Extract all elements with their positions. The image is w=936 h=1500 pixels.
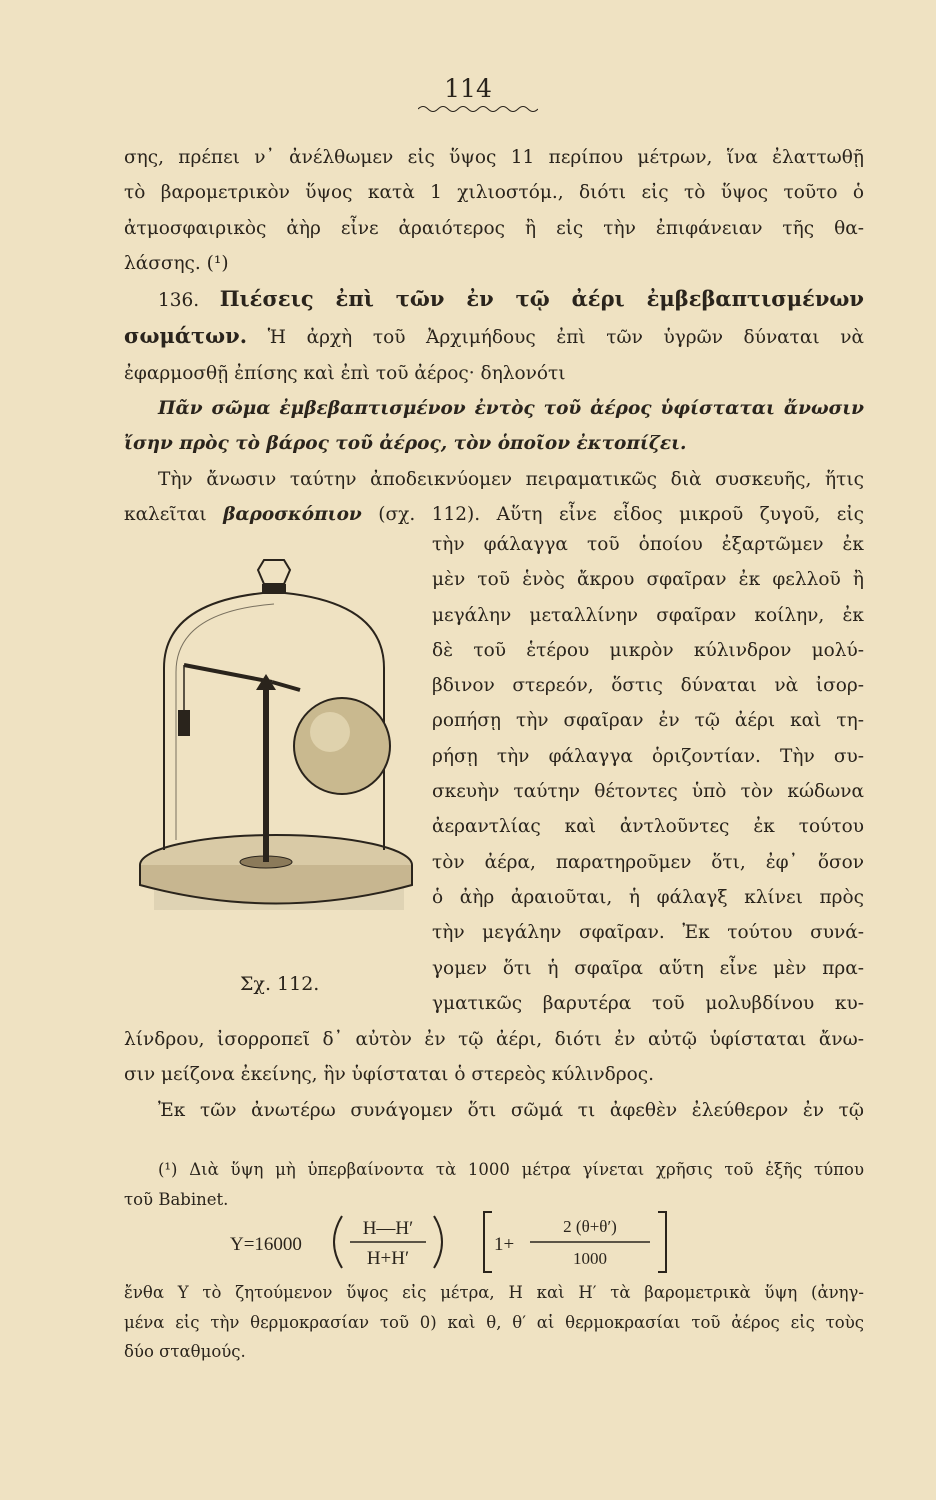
body-text-bottom (124, 1022, 864, 1128)
text-fragment: (σχ. 112). Αὕτη εἶνε εἶδος μικροῦ ζυγοῦ, εἰς (361, 503, 864, 525)
text-line: σκευὴν ταύτην θέτοντες ὑπὸ τὸν κώδωνα (432, 781, 864, 803)
body-text-side (432, 527, 864, 1021)
text-line: σιν μείζονα ἐκείνης, ἣν ὑφίσταται ὁ στερεὸς κύλινδρος. (124, 1064, 655, 1086)
section-lead: Ἡ ἀρχὴ τοῦ Ἀρχιμήδους ἐπὶ τῶν ὑγρῶν δύναται νὰ (247, 327, 864, 349)
ornamental-rule (418, 104, 538, 114)
section-title-cont: σωμάτων. (124, 323, 248, 349)
text-line: ροπήσῃ τὴν σφαῖραν ἐν τῷ ἀέρι καὶ τη- (432, 710, 864, 732)
text-line: ρήσῃ τὴν φάλαγγα ὁριζοντίαν. Τὴν συ- (432, 745, 864, 767)
principle-line: ἴσην πρὸς τὸ βάρος τοῦ ἀέρος, τὸν ὁποῖον ἐκτοπίζει. (124, 433, 687, 455)
footnote-line: (¹) Διὰ ὕψη μὴ ὑπερβαίνοντα τὰ 1000 μέτρα γίνεται χρῆσις τοῦ ἑξῆς τύπου (158, 1160, 864, 1179)
text-line: τὸν ἀέρα, παρατηροῦμεν ὅτι, ἐφ᾽ ὅσον (432, 851, 864, 873)
text-line: γματικῶς βαρυτέρα τοῦ μολυβδίνου κυ- (432, 992, 864, 1014)
text-line: τὴν μεγάλην σφαῖραν. Ἐκ τούτου συνά- (432, 922, 864, 944)
footnote-explanation (124, 1278, 864, 1367)
formula-one-plus: 1+ (494, 1234, 515, 1255)
text-line: γομεν ὅτι ἡ σφαῖρα αὕτη εἶνε μὲν πρα- (432, 957, 864, 979)
formula-numerator-2: 2 (θ+θ′) (563, 1217, 617, 1236)
text-line: ὁ ἀὴρ ἀραιοῦται, ἡ φάλαγξ κλίνει πρὸς (432, 886, 864, 908)
principle-line: Πᾶν σῶμα ἐμβεβαπτισμένον ἐντὸς τοῦ ἀέρος ὑφίσταται ἄνωσιν (158, 398, 864, 420)
page-number: 114 (444, 74, 492, 103)
formula-numerator: Η—Η′ (362, 1218, 414, 1239)
text-line: δὲ τοῦ ἑτέρου μικρὸν κύλινδρον μολύ- (432, 639, 864, 661)
text-line: ἐφαρμοσθῇ ἐπίσης καὶ ἐπὶ τοῦ ἀέρος· δηλονότι (124, 362, 566, 384)
formula-denominator-2: 1000 (573, 1249, 607, 1268)
section-title: Πιέσεις ἐπὶ τῶν ἐν τῷ ἀέρι ἐμβεβαπτισμένων (219, 286, 864, 312)
section-heading-cont (124, 318, 864, 355)
text-line: τὴν φάλαγγα τοῦ ὁποίου ἐξαρτῶμεν ἐκ (432, 534, 864, 555)
footnote-line: ἔνθα Υ τὸ ζητούμενον ὕψος εἰς μέτρα, Η καὶ Η′ τὰ βαρομετρικὰ ὕψη (ἀνηγ- (124, 1283, 864, 1302)
text-line: μεγάλην μεταλλίνην σφαῖραν κοίλην, ἐκ (432, 604, 864, 626)
text-line: τὸ βαρομετρικὸν ὕψος κατὰ 1 χιλιοστόμ., διότι εἰς τὸ ὕψος τοῦτο ὁ (124, 182, 864, 204)
text-fragment: καλεῖται (124, 503, 224, 525)
section-heading (124, 281, 864, 318)
text-line: σης, πρέπει ν᾽ ἀνέλθωμεν εἰς ὕψος 11 περίπου μέτρων, ἵνα ἐλαττωθῇ (124, 147, 864, 168)
body-text-top (124, 140, 864, 532)
baroscope-illustration (124, 550, 424, 950)
babinet-formula (230, 1206, 690, 1278)
text-line: Τὴν ἄνωσιν ταύτην ἀποδεικνύομεν πειραματικῶς διὰ συσκευῆς, ἥτις (158, 468, 864, 490)
formula-denominator: Η+Η′ (366, 1248, 410, 1269)
text-line: μὲν τοῦ ἑνὸς ἄκρου σφαῖραν ἐκ φελλοῦ ἢ (432, 569, 864, 591)
text-line: ἀεραντλίας καὶ ἀντλοῦντες ἐκ τούτου (432, 816, 864, 838)
term-baroscope: βαροσκόπιον (223, 503, 362, 525)
text-line: Ἐκ τῶν ἀνωτέρω συνάγομεν ὅτι σῶμά τι ἀφεθὲν ἐλεύθερον ἐν τῷ (158, 1099, 864, 1121)
text-line: βδινον στερεόν, ὅστις δύναται νὰ ἰσορ- (432, 675, 864, 697)
footnote-line: τοῦ Babinet. (124, 1189, 229, 1209)
figure-caption: Σχ. 112. (240, 973, 320, 995)
footnote-line: δύο σταθμούς. (124, 1342, 246, 1361)
text-line: λίνδρου, ἰσορροπεῖ δ᾽ αὐτὸν ἐν τῷ ἀέρι, διότι ἐν αὐτῷ ὑφίσταται ἄνω- (124, 1029, 864, 1050)
text-line: ἀτμοσφαιρικὸς ἀὴρ εἶνε ἀραιότερος ἢ εἰς τὴν ἐπιφάνειαν τῆς θα- (124, 217, 864, 239)
footnote-line: μένα εἰς τὴν θερμοκρασίαν τοῦ 0) καὶ θ, θ′ αἱ θερμοκρασίαι τοῦ ἀέρος εἰς τοὺς (124, 1312, 864, 1332)
section-number: 136. (158, 290, 200, 312)
formula-lhs: Υ=16000 (230, 1234, 302, 1255)
text-line: λάσσης. (¹) (124, 252, 229, 274)
